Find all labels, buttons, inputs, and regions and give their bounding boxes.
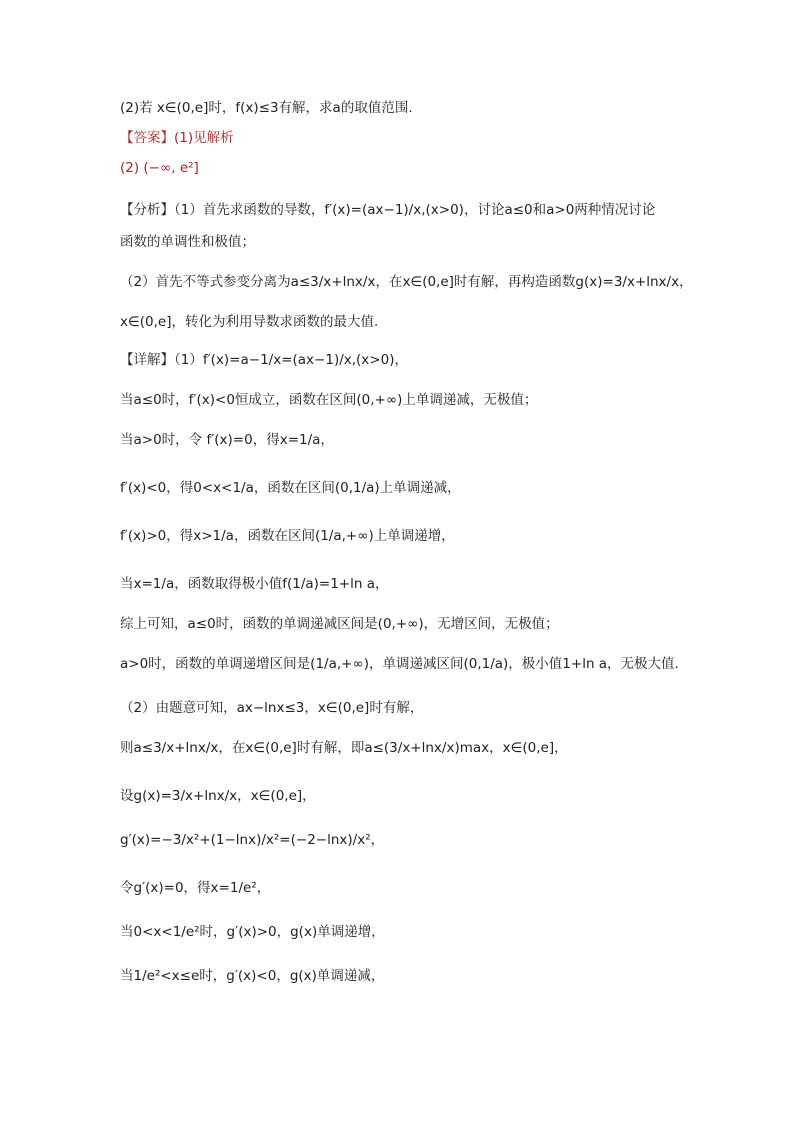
detail-line-7: 综上可知，a≤0时，函数的单调递减区间是(0,+∞)，无增区间，无极值； [120,616,559,632]
detail-line-6: 当x=1/a，函数取得极小值f(1/a)=1+ln a， [120,576,389,592]
detail-line-14: 当0<x<1/e²时，g′(x)>0，g(x)单调递增， [120,924,385,940]
answer-heading: 【答案】(1)见解析 [120,130,234,146]
detail-line-13: 令g′(x)=0，得x=1/e²， [120,880,271,896]
detail-line-4: f′(x)<0，得0<x<1/a，函数在区间(0,1/a)上单调递减， [120,480,461,496]
detail-line-10: 则a≤3/x+lnx/x，在x∈(0,e]时有解，即a≤(3/x+lnx/x)max，x∈(0,e]， [120,740,568,756]
answer-part-2: (2) (−∞, e²] [120,160,199,176]
detail-line-15: 当1/e²<x≤e时，g′(x)<0，g(x)单调递减， [120,968,385,984]
detail-line-5: f′(x)>0，得x>1/a，函数在区间(1/a,+∞)上单调递增， [120,528,455,544]
question-part-2: (2)若 x∈(0,e]时，f(x)≤3有解，求a的取值范围. [120,100,413,116]
detail-line-3: 当a>0时，令 f′(x)=0，得x=1/a， [120,432,334,448]
analysis-line-4: x∈(0,e]，转化为利用导数求函数的最大值. [120,314,379,330]
analysis-line-1: 【分析】（1）首先求函数的导数，f′(x)=(ax−1)/x,(x>0)，讨论a≤0和a>0两种情况讨论 [120,202,656,218]
detail-line-8: a>0时，函数的单调递增区间是(1/a,+∞)，单调递减区间(0,1/a)，极小值1+ln a，无极大值. [120,656,679,672]
analysis-line-2: 函数的单调性和极值； [120,234,255,250]
detail-line-9: （2）由题意可知，ax−lnx≤3，x∈(0,e]时有解， [120,700,424,716]
detail-line-1: 【详解】（1）f′(x)=a−1/x=(ax−1)/x,(x>0)， [120,352,408,368]
detail-line-2: 当a≤0时，f′(x)<0恒成立，函数在区间(0,+∞)上单调递减，无极值； [120,392,538,408]
detail-line-12: g′(x)=−3/x²+(1−lnx)/x²=(−2−lnx)/x²， [120,832,385,848]
detail-line-11: 设g(x)=3/x+lnx/x，x∈(0,e]， [120,788,316,804]
analysis-line-3: （2）首先不等式参变分离为a≤3/x+lnx/x，在x∈(0,e]时有解，再构造函数g(x)=3/x+lnx/x， [120,274,693,290]
